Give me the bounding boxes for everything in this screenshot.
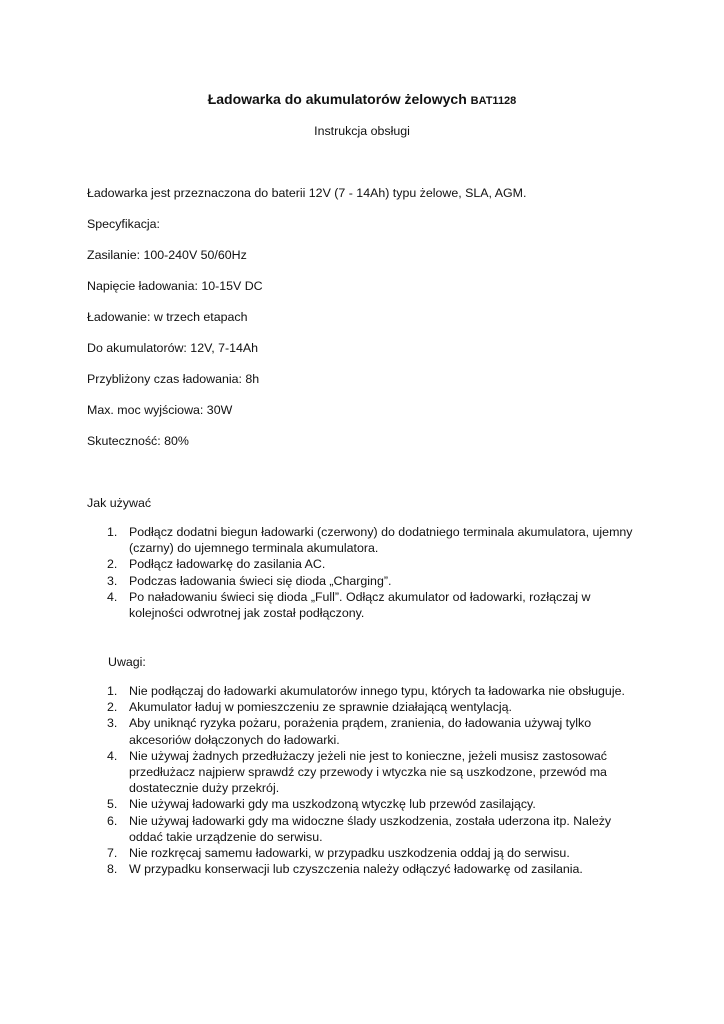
list-text: Akumulator ładuj w pomieszczeniu ze sprawnie działającą wentylacją. [129, 700, 512, 715]
spec-item: Napięcie ładowania: 10-15V DC [87, 279, 263, 293]
list-text: Nie podłączaj do ładowarki akumulatorów innego typu, których ta ładowarka nie obsługuje. [129, 684, 625, 698]
list-text: Nie używaj żadnych przedłużaczy jeżeli nie jest to konieczne, jeżeli musisz zastosować przedłużacz najpierw sprawdź czy przewody i wtyczka nie są uszkodzone, przewód ma dostatecznie duży przekrój. [129, 748, 607, 796]
usage-step [87, 573, 647, 589]
spec-item: Ładowanie: w trzech etapach [87, 310, 248, 324]
model-code: BAT1128 [470, 95, 517, 107]
note-item [87, 813, 647, 845]
note-item [87, 683, 647, 699]
note-item [87, 748, 647, 797]
document-title-text: Ładowarka do akumulatorów żelowych [207, 91, 467, 107]
list-number: 8. [107, 862, 118, 877]
list-number: 1. [107, 525, 118, 539]
spec-item: Zasilanie: 100-240V 50/60Hz [87, 248, 247, 262]
intro-paragraph: Ładowarka jest przeznaczona do baterii 12V (7 - 14Ah) typu żelowe, SLA, AGM. [87, 186, 527, 200]
list-text: Podłącz ładowarkę do zasilania AC. [129, 557, 326, 572]
usage-steps-list [87, 524, 647, 621]
spec-item: Skuteczność: 80% [87, 434, 189, 448]
list-number: 3. [107, 573, 118, 588]
list-number: 4. [107, 589, 118, 604]
list-text: Nie rozkręcaj samemu ładowarki, w przypadku uszkodzenia oddaj ją do serwisu. [129, 846, 570, 861]
usage-step [87, 589, 647, 621]
list-text: W przypadku konserwacji lub czyszczenia należy odłączyć ładowarkę od zasilania. [129, 862, 583, 877]
list-number: 2. [107, 557, 118, 572]
note-item [87, 845, 647, 861]
list-number: 6. [107, 813, 118, 828]
notes-heading: Uwagi: [108, 655, 146, 669]
spec-item: Max. moc wyjściowa: 30W [87, 403, 233, 417]
note-item [87, 861, 647, 877]
list-text: Podczas ładowania świeci się dioda „Charging”. [129, 573, 392, 588]
spec-item: Do akumulatorów: 12V, 7-14Ah [87, 341, 259, 355]
list-number: 3. [107, 716, 118, 731]
document-subtitle: Instrukcja obsługi [314, 124, 410, 138]
note-item [87, 715, 647, 747]
list-text: Nie używaj ładowarki gdy ma widoczne ślady uszkodzenia, została uderzona itp. Należy oddać takie urządzenie do serwisu. [129, 813, 612, 844]
list-text: Aby uniknąć ryzyka pożaru, porażenia prądem, zranienia, do ładowania używaj tylko akcesoriów dołączonych do ładowarki. [129, 716, 592, 747]
note-item [87, 796, 647, 812]
spec-item: Przybliżony czas ładowania: 8h [87, 372, 260, 386]
usage-heading: Jak używać [87, 496, 152, 510]
note-item [87, 699, 647, 715]
list-number: 2. [107, 700, 118, 715]
list-text: Podłącz dodatni biegun ładowarki (czerwony) do dodatniego terminala akumulatora, ujemny (czarny) do ujemnego terminala akumulatora. [129, 525, 633, 556]
list-number: 4. [107, 748, 118, 763]
list-number: 5. [107, 797, 118, 812]
usage-step [87, 524, 647, 556]
list-text: Po naładowaniu świeci się dioda „Full”. Odłącz akumulator od ładowarki, rozłączaj w kolejności odwrotnej jak został podłączony. [129, 589, 591, 621]
notes-list [87, 683, 647, 877]
list-number: 7. [107, 846, 118, 861]
document-title [0, 90, 724, 110]
list-text: Nie używaj ładowarki gdy ma uszkodzoną wtyczkę lub przewód zasilający. [129, 797, 536, 812]
list-number: 1. [107, 684, 118, 698]
usage-step [87, 556, 647, 572]
spec-heading: Specyfikacja: [87, 217, 161, 231]
